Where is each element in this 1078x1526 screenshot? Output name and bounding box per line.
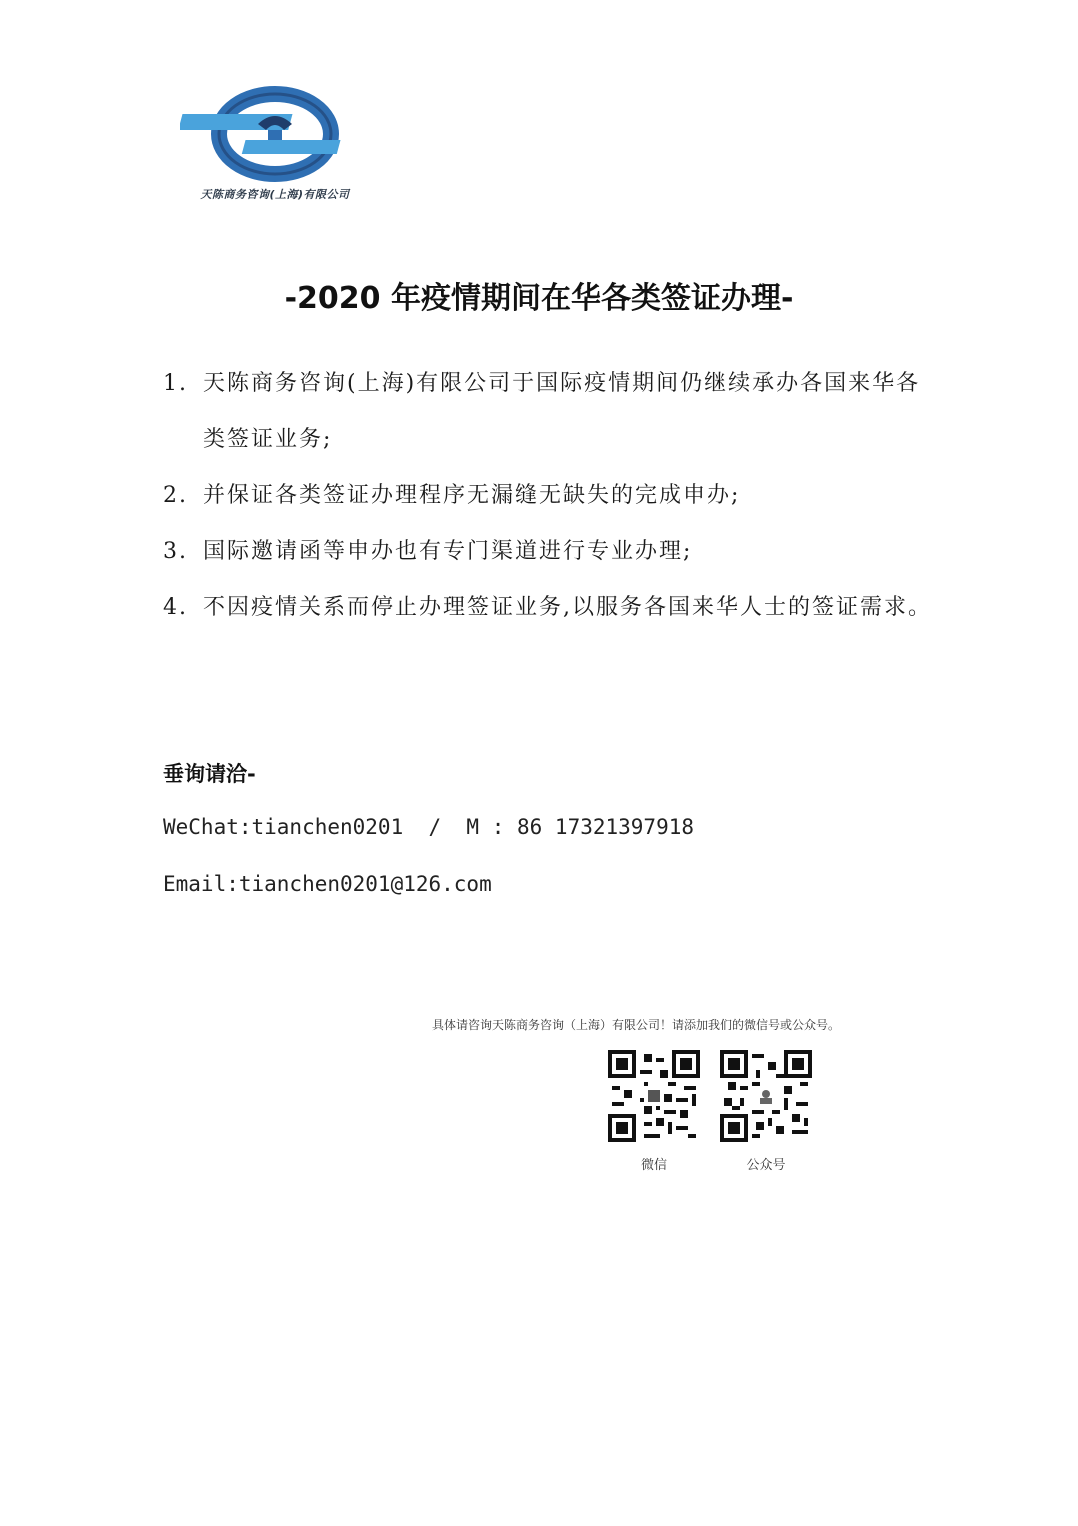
wechat-qr-label: 微信	[640, 1158, 667, 1173]
list-item	[163, 580, 933, 636]
item-number: 3.	[163, 539, 188, 564]
official-account-qr-label: 公众号	[746, 1158, 786, 1173]
email-line: Email:tianchen0201@126.com	[163, 872, 492, 896]
item-text: 并保证各类签证办理程序无漏缝无缺失的完成申办;	[203, 483, 741, 508]
list-item	[163, 524, 933, 580]
service-list	[163, 356, 933, 636]
list-item	[163, 468, 933, 524]
wechat-phone-line: WeChat:tianchen0201 / M : 86 17321397918	[163, 815, 695, 839]
qr-caption: 具体请咨询天陈商务咨询（上海）有限公司！请添加我们的微信号或公众号。	[432, 1018, 841, 1032]
official-account-qr-code-icon	[720, 1050, 812, 1142]
logo-emblem-icon	[180, 86, 370, 186]
wechat-qr-code-icon	[608, 1050, 700, 1142]
logo-caption: 天陈商务咨询(上海)有限公司	[200, 188, 350, 201]
item-number: 4.	[163, 595, 188, 620]
item-number: 2.	[163, 483, 188, 508]
list-item	[163, 356, 933, 468]
company-logo	[180, 86, 370, 206]
item-text: 天陈商务咨询(上海)有限公司于国际疫情期间仍继续承办各国来华各类签证业务;	[203, 371, 921, 452]
page-title: -2020 年疫情期间在华各类签证办理-	[284, 281, 794, 316]
contact-heading: 垂询请洽-	[163, 762, 256, 786]
item-number: 1.	[163, 371, 188, 396]
item-text: 不因疫情关系而停止办理签证业务,以服务各国来华人士的签证需求。	[203, 595, 932, 620]
item-text: 国际邀请函等申办也有专门渠道进行专业办理;	[203, 539, 693, 564]
